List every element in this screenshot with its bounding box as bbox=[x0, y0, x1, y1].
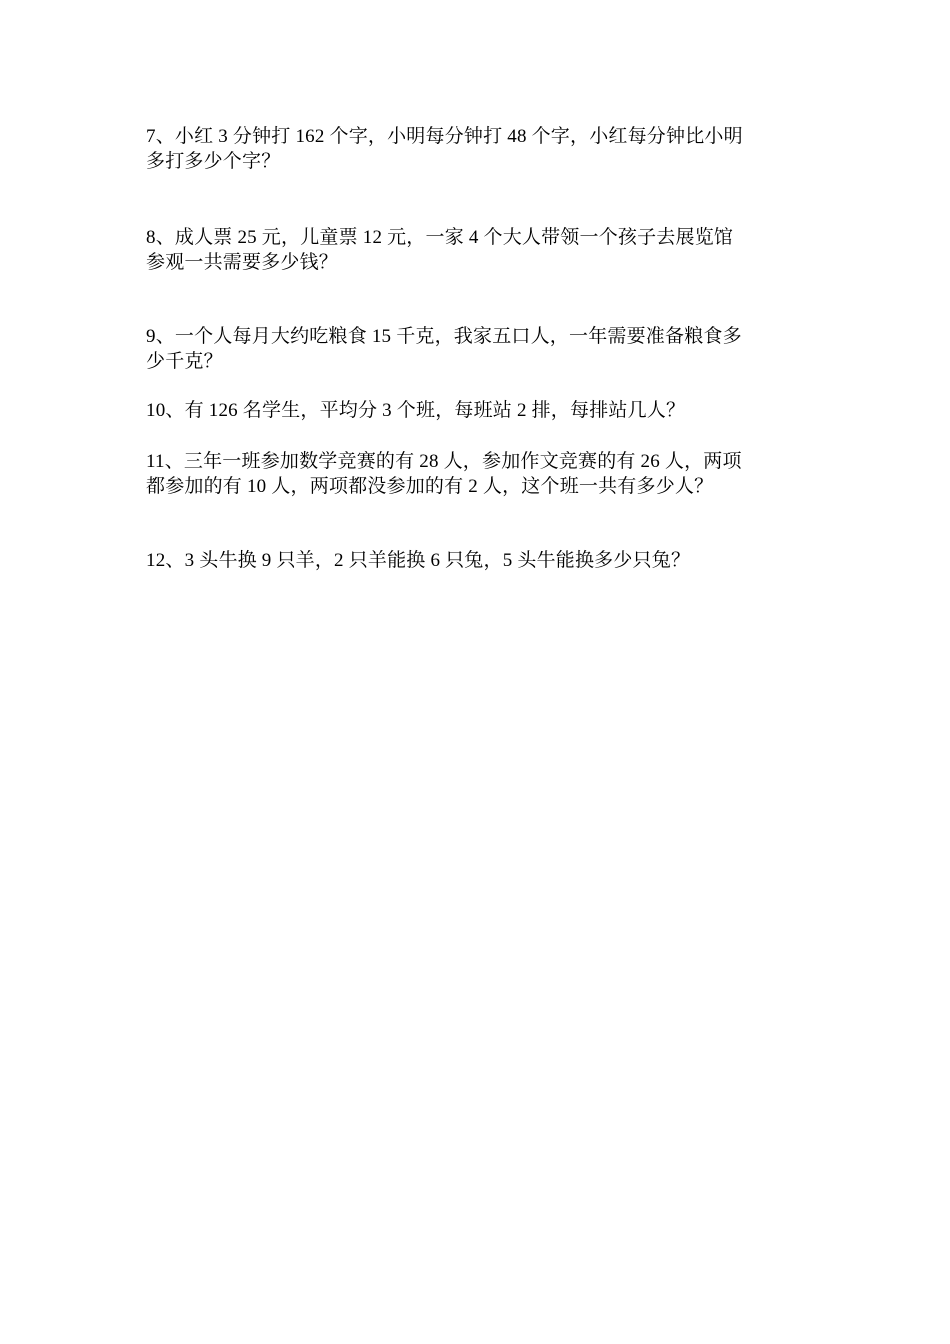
question-9-line-1: 9、一个人每月大约吃粮食 15 千克，我家五口人，一年需要准备粮食多 bbox=[146, 326, 742, 347]
question-12 bbox=[146, 548, 816, 573]
question-9 bbox=[146, 324, 816, 374]
question-10 bbox=[146, 398, 816, 423]
question-7-line-2: 多打多少个字？ bbox=[146, 151, 281, 172]
question-8 bbox=[146, 225, 816, 275]
question-12-line-1: 12、3 头牛换 9 只羊，2 只羊能换 6 只兔，5 头牛能换多少只兔？ bbox=[146, 550, 691, 571]
question-11-line-1: 11、三年一班参加数学竞赛的有 28 人，参加作文竞赛的有 26 人，两项 bbox=[146, 451, 742, 472]
question-9-line-2: 少千克？ bbox=[146, 351, 223, 372]
question-8-line-1: 8、成人票 25 元，儿童票 12 元，一家 4 个大人带领一个孩子去展览馆 bbox=[146, 227, 734, 248]
question-7-line-1: 7、小红 3 分钟打 162 个字，小明每分钟打 48 个字，小红每分钟比小明 bbox=[146, 126, 743, 147]
question-7 bbox=[146, 124, 816, 174]
question-10-line-1: 10、有 126 名学生，平均分 3 个班，每班站 2 排，每排站几人？ bbox=[146, 400, 686, 421]
question-11 bbox=[146, 449, 816, 499]
question-11-line-2: 都参加的有 10 人，两项都没参加的有 2 人，这个班一共有多少人？ bbox=[146, 476, 714, 497]
question-8-line-2: 参观一共需要多少钱？ bbox=[146, 252, 339, 273]
